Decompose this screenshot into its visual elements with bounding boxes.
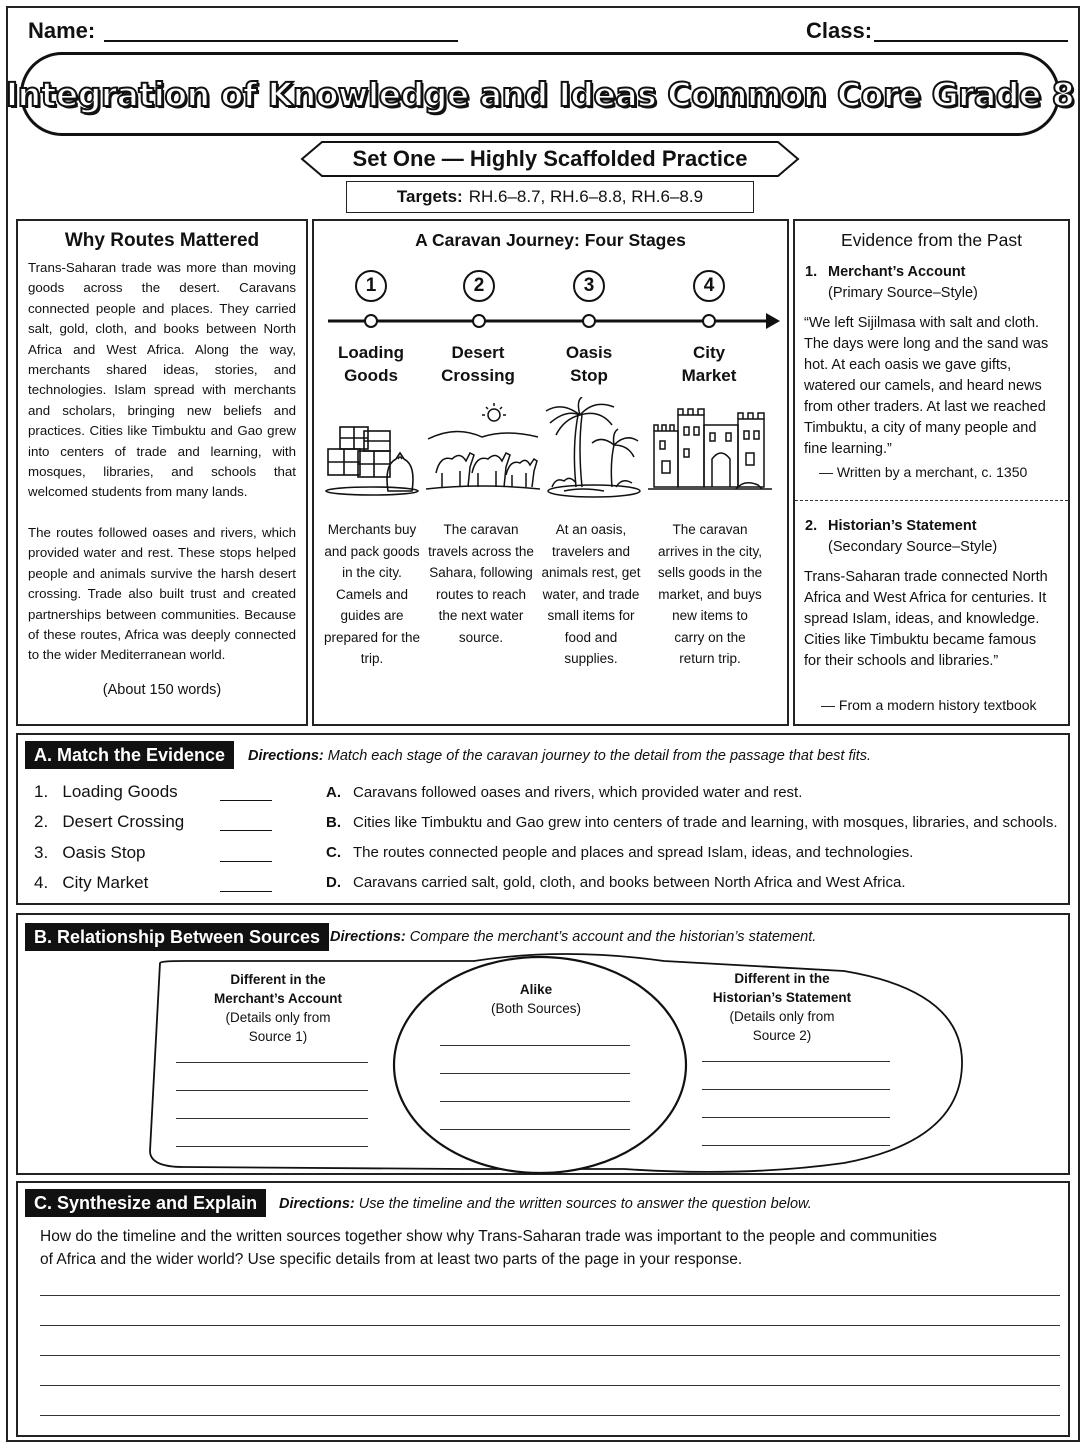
source-2-attribution: — From a modern history textbook bbox=[821, 697, 1037, 713]
journey-title: A Caravan Journey: Four Stages bbox=[415, 230, 686, 250]
venn-right-line-3[interactable] bbox=[702, 1117, 890, 1118]
name-label: Name: bbox=[28, 18, 96, 43]
option-c: C. The routes connected people and places and spread Islam, ideas, and technologies. bbox=[326, 844, 914, 861]
answer-line-4[interactable] bbox=[40, 1385, 1060, 1386]
section-a-box bbox=[16, 733, 1070, 905]
timeline-line bbox=[324, 309, 780, 333]
venn-left-heading: Different in the Merchant’s Account (Details only from Source 1) bbox=[213, 972, 343, 1044]
subtitle: Set One — Highly Scaffolded Practice bbox=[352, 146, 748, 171]
synthesis-question: How do the timeline and the written sources together show why Trans-Saharan trade was important to the people and communities of Africa and the wider world? Use specific details from at least two parts of the page in your response. bbox=[40, 1228, 937, 1268]
stage-2-description: The caravan travels across the Sahara, following routes to reach the next water source. bbox=[428, 522, 534, 645]
stage-2-number: 2 bbox=[463, 270, 495, 302]
venn-right-line-4[interactable] bbox=[702, 1145, 890, 1146]
journey-box bbox=[312, 219, 789, 726]
routes-paragraph-2: The routes followed oases and rivers, which provided water and rest. These stops helped people and animals survive the harsh desert crossing. Trade also built trust and created partnerships between communities. Because of these routes, Africa was deeply connected to the wider Mediterranean world. bbox=[28, 524, 296, 663]
answer-line-2[interactable] bbox=[40, 1325, 1060, 1326]
source-1-attribution: — Written by a merchant, c. 1350 bbox=[819, 464, 1028, 480]
oasis-palm-icon bbox=[542, 397, 642, 499]
stage-4-number: 4 bbox=[693, 270, 725, 302]
targets-value: RH.6–8.7, RH.6–8.8, RH.6–8.9 bbox=[468, 187, 704, 206]
stage-4-description: The caravan arrives in the city, sells goods in the market, and buys new items to carry on the return trip. bbox=[657, 522, 763, 666]
source-1-text: “We left Sijilmasa with salt and cloth. The days were long and the sand was hot. At each oasis we gave gifts, watered our camels, and heard news from other traders. At last we reached Timbuktu, a city of many people and fine learning.” bbox=[804, 315, 1049, 457]
stage-1-description: Merchants buy and pack goods in the city. Camels and guides are prepared for the trip. bbox=[323, 522, 421, 666]
goods-crates-icon bbox=[322, 403, 422, 499]
section-c-label: C. Synthesize and Explain bbox=[25, 1189, 266, 1217]
venn-middle-line-2[interactable] bbox=[440, 1073, 630, 1074]
targets-box bbox=[346, 181, 754, 213]
match-blank-4[interactable] bbox=[220, 876, 272, 892]
match-blank-1[interactable] bbox=[220, 785, 272, 801]
venn-left-line-1[interactable] bbox=[176, 1062, 368, 1063]
stage-3-label: Oasis Stop bbox=[565, 343, 613, 385]
routes-title: Why Routes Mattered bbox=[64, 230, 260, 251]
section-c-box bbox=[16, 1181, 1070, 1437]
venn-middle-line-1[interactable] bbox=[440, 1045, 630, 1046]
section-b-label: B. Relationship Between Sources bbox=[25, 923, 329, 951]
section-b-box bbox=[16, 913, 1070, 1175]
page-title: Integration of Knowledge and Ideas Common Core Grade 8 bbox=[5, 74, 1075, 114]
name-field[interactable] bbox=[104, 18, 458, 42]
option-d: D. Caravans carried salt, gold, cloth, and books between North Africa and West Africa. bbox=[326, 874, 906, 891]
option-b: B. Cities like Timbuktu and Gao grew into centers of trade and learning, with mosques, libraries, and schools. bbox=[326, 814, 1058, 831]
source-1-number: 1. bbox=[805, 264, 818, 280]
match-item-4: 4. City Market bbox=[34, 873, 149, 892]
section-c-directions: Directions: Use the timeline and the written sources to answer the question below. bbox=[279, 1196, 812, 1212]
answer-line-3[interactable] bbox=[40, 1355, 1060, 1356]
targets-label: Targets: bbox=[396, 187, 463, 206]
subtitle-ribbon bbox=[300, 140, 800, 178]
section-b-directions: Directions: Compare the merchant’s account and the historian’s statement. bbox=[330, 929, 817, 945]
routes-box bbox=[16, 219, 308, 726]
match-item-3: 3. Oasis Stop bbox=[34, 843, 146, 862]
venn-middle-heading: Alike (Both Sources) bbox=[490, 982, 582, 1016]
match-item-2: 2. Desert Crossing bbox=[34, 812, 185, 831]
stage-3-number: 3 bbox=[573, 270, 605, 302]
venn-right-line-1[interactable] bbox=[702, 1061, 890, 1062]
answer-line-1[interactable] bbox=[40, 1295, 1060, 1296]
source-2-heading: Historian’s Statement (Secondary Source–Style) bbox=[828, 518, 998, 555]
venn-left-line-2[interactable] bbox=[176, 1090, 368, 1091]
match-item-1: 1. Loading Goods bbox=[34, 782, 178, 801]
source-2-number: 2. bbox=[805, 518, 818, 534]
word-count: (About 150 words) bbox=[102, 681, 222, 698]
section-a-label: A. Match the Evidence bbox=[25, 741, 234, 769]
stage-4-label: City Market bbox=[681, 343, 737, 385]
venn-middle-line-4[interactable] bbox=[440, 1129, 630, 1130]
section-a-directions: Directions: Match each stage of the caravan journey to the detail from the passage that best fits. bbox=[248, 748, 872, 764]
stage-1-number: 1 bbox=[355, 270, 387, 302]
venn-left-line-4[interactable] bbox=[176, 1146, 368, 1147]
city-market-icon bbox=[648, 401, 772, 499]
source-divider bbox=[795, 500, 1068, 501]
venn-middle-line-3[interactable] bbox=[440, 1101, 630, 1102]
evidence-title: Evidence from the Past bbox=[841, 230, 1022, 250]
title-banner bbox=[5, 52, 1075, 136]
venn-right-heading: Different in the Historian’s Statement (Details only from Source 2) bbox=[712, 971, 852, 1043]
match-blank-2[interactable] bbox=[220, 815, 272, 831]
source-2-text: Trans-Saharan trade connected North Africa and West Africa for centuries. It spread Islam, ideas, and knowledge. Cities like Timbuktu became famous for their schools and libraries.” bbox=[804, 569, 1048, 669]
venn-left-line-3[interactable] bbox=[176, 1118, 368, 1119]
routes-paragraph-1: Trans-Saharan trade was more than moving goods across the desert. Caravans connected people and places. They carried salt, gold, cloth, and books between North Africa and West Africa. Along the way, merchants shared ideas, stories, and technologies. Islam spread with merchants and scholars, bringing new beliefs and practices. Cities like Timbuktu and Gao grew into centers of trade and learning, with mosques, libraries, and schools that welcomed students from many lands. bbox=[28, 260, 296, 500]
caravan-camels-icon bbox=[426, 403, 540, 499]
stage-1-label: Loading Goods bbox=[337, 343, 405, 385]
stage-3-description: At an oasis, travelers and animals rest, get water, and trade small items for food and supplies. bbox=[541, 522, 641, 666]
venn-right-line-2[interactable] bbox=[702, 1089, 890, 1090]
option-a: A. Caravans followed oases and rivers, which provided water and rest. bbox=[326, 784, 803, 801]
source-1-heading: Merchant’s Account (Primary Source–Style) bbox=[828, 264, 978, 301]
evidence-box bbox=[793, 219, 1070, 726]
class-label: Class: bbox=[806, 18, 873, 43]
match-blank-3[interactable] bbox=[220, 846, 272, 862]
answer-line-5[interactable] bbox=[40, 1415, 1060, 1416]
stage-2-label: Desert Crossing bbox=[441, 343, 515, 385]
class-field[interactable] bbox=[874, 18, 1068, 42]
